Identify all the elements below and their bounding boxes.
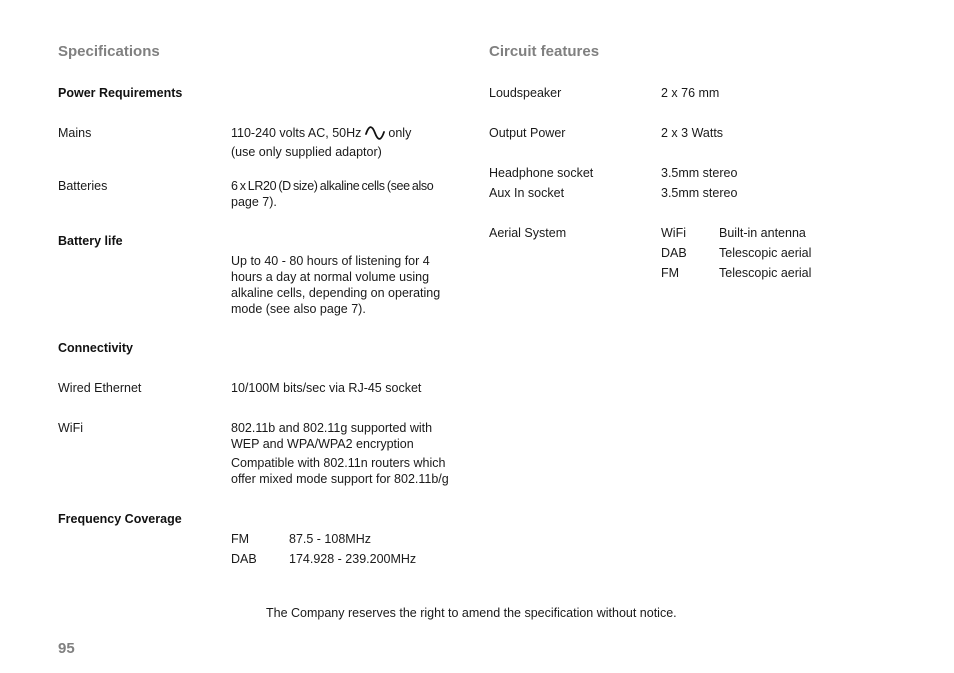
aerial-type: Built-in antenna [719,226,806,240]
frequency-band: DAB [231,552,257,566]
mains-value [231,125,411,160]
wifi-value-b [231,455,449,487]
aerial-type: Telescopic aerial [719,266,812,280]
mains-value-pre: 110-240 volts AC, 50Hz [231,126,362,140]
wired-ethernet-label: Wired Ethernet [58,381,142,395]
batteries-value-line1: 6 x LR20 (D size) alkaline cells (see also [231,179,434,193]
wifi-line: WEP and WPA/WPA2 encryption [231,437,414,451]
disclaimer-text: The Company reserves the right to amend the specification without notice. [266,606,677,620]
wifi-label: WiFi [58,421,83,435]
battery-life-heading: Battery life [58,234,123,248]
aerial-system-label: Aerial System [489,226,567,240]
battery-life-line: Up to 40 - 80 hours of listening for 4 [231,254,430,268]
aerial-band: DAB [661,246,687,260]
frequency-band: FM [231,532,250,546]
frequency-coverage-heading: Frequency Coverage [58,512,182,526]
sine-wave-icon [365,126,385,144]
mains-value-post: only [388,126,412,140]
batteries-value-line2: page 7). [231,195,277,209]
aerial-band: FM [661,266,680,280]
battery-life-line: mode (see also page 7). [231,302,366,316]
loudspeaker-label: Loudspeaker [489,86,562,100]
specifications-heading: Specifications [58,43,160,60]
wired-ethernet-value: 10/100M bits/sec via RJ-45 socket [231,381,422,395]
circuit-features-heading: Circuit features [489,43,600,60]
frequency-range: 174.928 - 239.200MHz [289,552,417,566]
batteries-value [231,178,433,210]
mains-label: Mains [58,126,92,140]
headphone-socket-label: Headphone socket [489,166,594,180]
aerial-type: Telescopic aerial [719,246,812,260]
wifi-line: 802.11b and 802.11g supported with [231,421,433,435]
battery-life-line: alkaline cells, depending on operating [231,286,441,300]
power-requirements-heading: Power Requirements [58,86,183,100]
page-number: 95 [58,640,75,657]
wifi-value-a [231,420,432,452]
connectivity-heading: Connectivity [58,341,134,355]
output-power-label: Output Power [489,126,566,140]
aerial-band: WiFi [661,226,686,240]
loudspeaker-value: 2 x 76 mm [661,86,720,100]
frequency-range: 87.5 - 108MHz [289,532,371,546]
headphone-socket-value: 3.5mm stereo [661,166,738,180]
wifi-line: Compatible with 802.11n routers which [231,456,446,470]
output-power-value: 2 x 3 Watts [661,126,724,140]
battery-life-line: hours a day at normal volume using [231,270,430,284]
battery-life-text [231,253,440,317]
aux-in-socket-value: 3.5mm stereo [661,186,738,200]
aux-in-socket-label: Aux In socket [489,186,565,200]
mains-value-line2: (use only supplied adaptor) [231,145,382,159]
wifi-line: offer mixed mode support for 802.11b/g [231,472,449,486]
batteries-label: Batteries [58,179,108,193]
